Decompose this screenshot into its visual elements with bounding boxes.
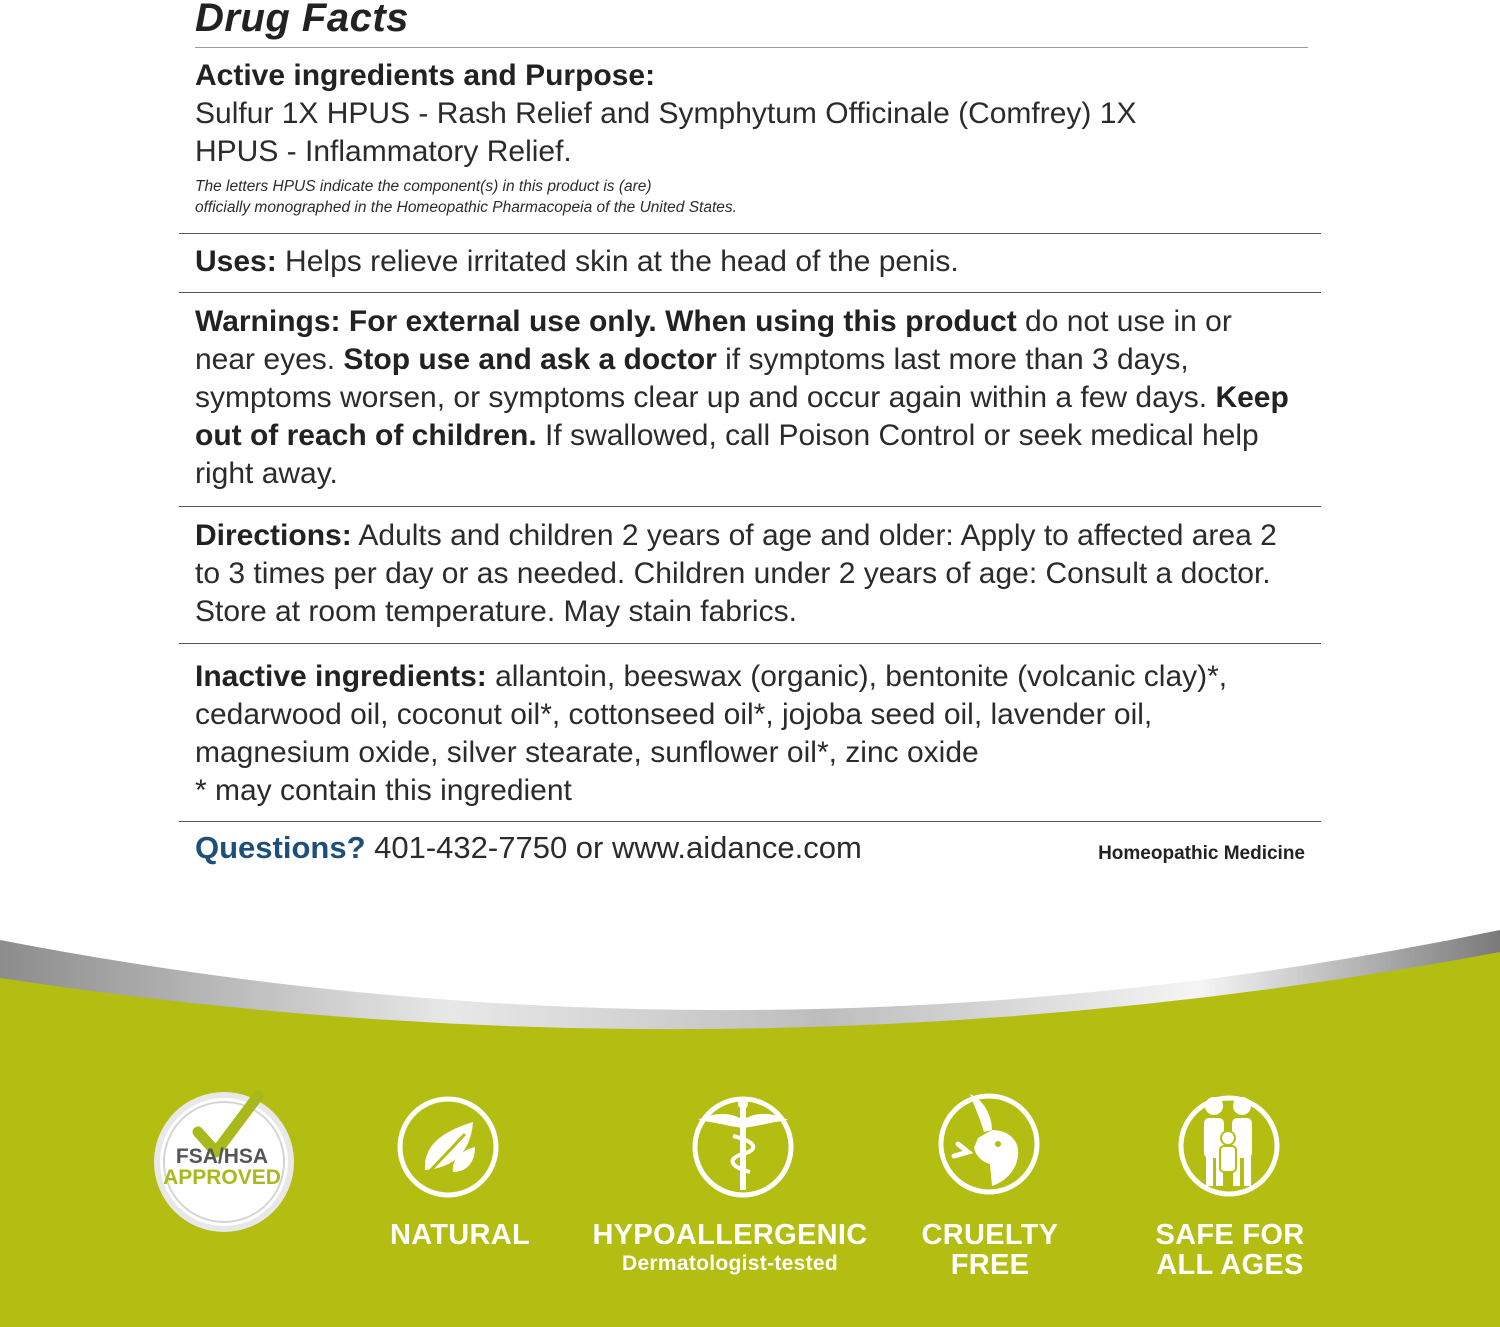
feature-safe-all-ages (1130, 1220, 1330, 1280)
leaf-icon (393, 1092, 503, 1202)
badge-line-1: FSA/HSA (175, 1145, 269, 1168)
feature-cruelty-free (900, 1220, 1080, 1280)
active-heading: Active ingredients and Purpose: (195, 59, 656, 92)
directions-heading: Directions: (195, 519, 352, 552)
divider (179, 643, 1321, 644)
feature-natural-label: NATURAL (389, 1219, 531, 1251)
warnings-heading: Warnings: (195, 305, 341, 338)
warnings-keep-out: Keep out of reach of children. (195, 381, 1289, 452)
feature-cruelty-free-line-1: CRUELTY (921, 1219, 1059, 1251)
divider (179, 506, 1321, 507)
uses-section (195, 243, 1305, 281)
badge-line-2: APPROVED (163, 1166, 281, 1189)
warnings-external: For external use only. When using this product (340, 305, 1017, 338)
directions-text: Adults and children 2 years of age and older: Apply to affected area 2 to 3 times per day or as needed. Children under 2 years of age: Consult a doctor. Store at room temperature. May stain fabrics. (195, 519, 1277, 628)
rabbit-icon (934, 1086, 1044, 1196)
uses-heading: Uses: (195, 245, 277, 278)
hpus-note-line-1: The letters HPUS indicate the component(s) in this product is (are) (195, 178, 652, 195)
divider (195, 47, 1308, 48)
warnings-text-1: do not use in or near eyes. (195, 305, 1232, 376)
page-title: Drug Facts (195, 0, 409, 40)
feature-safe-line-2: ALL AGES (1156, 1249, 1304, 1281)
homeopathic-medicine-label: Homeopathic Medicine (1098, 843, 1305, 864)
feature-safe-line-1: SAFE FOR (1155, 1219, 1305, 1251)
warnings-text-2: if symptoms last more than 3 days, symptoms worsen, or symptoms clear up and occur again within a few days. (195, 343, 1216, 414)
features-banner (0, 920, 1500, 1327)
warnings-text-3: If swallowed, call Poison Control or seek medical help right away. (195, 419, 1259, 490)
questions-label: Questions? (195, 830, 366, 865)
inactive-heading: Inactive ingredients: (195, 660, 487, 693)
feature-hypoallergenic (570, 1220, 890, 1278)
questions-line (195, 830, 862, 866)
hpus-note-line-2: officially monographed in the Homeopathic Pharmacopeia of the United States. (195, 199, 737, 216)
divider (179, 292, 1321, 293)
inactive-footnote: * may contain this ingredient (195, 774, 572, 807)
feature-natural (370, 1220, 550, 1250)
feature-hypoallergenic-label: HYPOALLERGENIC (592, 1219, 868, 1251)
directions-section (195, 517, 1310, 631)
feature-hypoallergenic-sub: Dermatologist-tested (621, 1252, 839, 1275)
warnings-stop-use: Stop use and ask a doctor (343, 343, 717, 376)
divider (179, 821, 1321, 822)
active-line-2: HPUS - Inflammatory Relief. (195, 135, 572, 168)
inactive-ingredients-section (195, 658, 1265, 810)
inactive-text: allantoin, beeswax (organic), bentonite (volcanic clay)*, cedarwood oil, coconut oil*, cottonseed oil*, jojoba seed oil, lavender oil, magnesium oxide, silver stearate, sunflower oil*, zinc oxide (195, 660, 1228, 769)
hpus-note (195, 176, 895, 218)
caduceus-icon (688, 1092, 798, 1202)
active-ingredients-section (195, 57, 1305, 171)
uses-text: Helps relieve irritated skin at the head of the penis. (276, 245, 959, 278)
family-icon (1174, 1088, 1284, 1198)
divider (179, 233, 1321, 234)
questions-contact[interactable]: 401-432-7750 or www.aidance.com (365, 830, 862, 865)
active-line-1: Sulfur 1X HPUS - Rash Relief and Symphytum Officinale (Comfrey) 1X (195, 97, 1137, 130)
badge-text (152, 1146, 292, 1188)
feature-cruelty-free-line-2: FREE (950, 1249, 1030, 1281)
warnings-section (195, 303, 1300, 493)
